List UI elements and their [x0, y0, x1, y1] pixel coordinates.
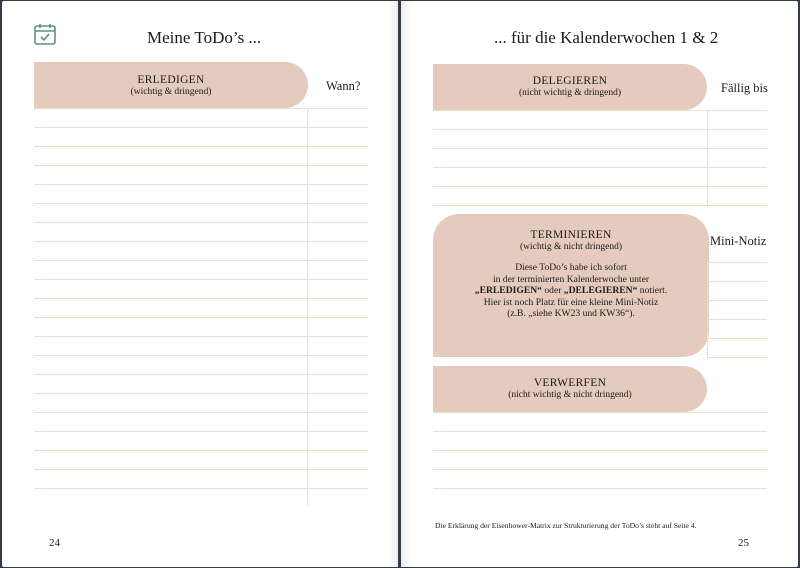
writing-line	[34, 431, 368, 432]
description-text: oder	[541, 285, 564, 296]
terminieren-subtitle: (wichtig & nicht dringend)	[519, 242, 623, 252]
writing-line	[34, 488, 368, 489]
description-line: (z.B. „siehe KW23 und KW36“).	[507, 308, 635, 319]
verwerfen-box	[433, 366, 707, 412]
writing-line	[34, 412, 368, 413]
writing-line	[433, 186, 767, 187]
erledigen-box	[34, 62, 308, 108]
terminieren-column-divider	[707, 262, 708, 357]
writing-line	[34, 374, 368, 375]
writing-line	[34, 336, 368, 337]
writing-line	[433, 488, 767, 489]
terminieren-description	[433, 262, 709, 320]
writing-line	[34, 222, 368, 223]
terminieren-title: TERMINIEREN	[530, 229, 612, 241]
writing-line	[707, 357, 767, 358]
writing-line	[433, 129, 767, 130]
writing-line	[34, 317, 368, 318]
writing-line	[34, 241, 368, 242]
writing-line	[34, 469, 368, 470]
right-page	[401, 1, 798, 567]
mini-notiz-label: Mini-Notiz	[710, 234, 767, 248]
writing-line	[433, 469, 767, 470]
description-line: Diese ToDo’s habe ich sofort	[515, 262, 627, 273]
writing-line	[34, 127, 368, 128]
faellig-bis-label: Fällig bis	[721, 81, 768, 95]
writing-line	[34, 165, 368, 166]
writing-line	[433, 148, 767, 149]
erledigen-subtitle: (wichtig & dringend)	[130, 87, 212, 97]
verwerfen-title: VERWERFEN	[533, 377, 607, 389]
writing-line	[34, 108, 368, 109]
left-column-divider	[307, 108, 308, 506]
writing-line	[34, 146, 368, 147]
writing-line	[433, 205, 767, 206]
delegieren-subtitle: (nicht wichtig & dringend)	[518, 88, 622, 98]
writing-line	[34, 393, 368, 394]
writing-line	[433, 450, 767, 451]
writing-line	[34, 355, 368, 356]
gutter-shadow	[388, 1, 398, 567]
writing-line	[433, 110, 767, 111]
delegieren-column-divider	[707, 110, 708, 206]
footnote: Die Erklärung der Eisenhower-Matrix zur Strukturierung der ToDo’s steht auf Seite 4.	[435, 521, 697, 530]
delegieren-box	[433, 64, 707, 110]
writing-line	[34, 184, 368, 185]
delegieren-title: DELEGIEREN	[532, 75, 608, 87]
writing-line	[34, 260, 368, 261]
writing-line	[433, 431, 767, 432]
erledigen-ref: „ERLEDIGEN“	[474, 285, 542, 296]
left-page	[2, 1, 398, 567]
page-number-left: 24	[49, 537, 60, 549]
writing-line	[707, 319, 767, 320]
writing-line	[707, 281, 767, 282]
verwerfen-subtitle: (nicht wichtig & nicht dringend)	[508, 390, 632, 400]
description-line	[433, 285, 709, 297]
description-line: in der terminierten Kalenderwoche unter	[492, 273, 650, 285]
page-number-right: 25	[738, 537, 749, 549]
description-text: notiert.	[637, 285, 668, 296]
writing-line	[34, 298, 368, 299]
gutter-shadow	[401, 1, 411, 567]
writing-line	[34, 203, 368, 204]
wann-label: Wann?	[326, 79, 361, 93]
writing-line	[34, 450, 368, 451]
writing-line	[433, 412, 767, 413]
writing-line	[707, 262, 767, 263]
delegieren-ref: „DELEGIEREN“	[563, 285, 638, 296]
description-line: Hier ist noch Platz für eine kleine Mini-Notiz	[483, 296, 659, 308]
page-title: ... für die Kalenderwochen 1 & 2	[494, 28, 719, 47]
erledigen-title: ERLEDIGEN	[137, 74, 205, 86]
calendar-check-icon	[33, 22, 57, 46]
writing-line	[707, 300, 767, 301]
writing-line	[707, 338, 767, 339]
page-title: Meine ToDo’s ...	[147, 28, 262, 47]
writing-line	[34, 279, 368, 280]
terminieren-box	[433, 214, 709, 357]
writing-line	[433, 167, 767, 168]
